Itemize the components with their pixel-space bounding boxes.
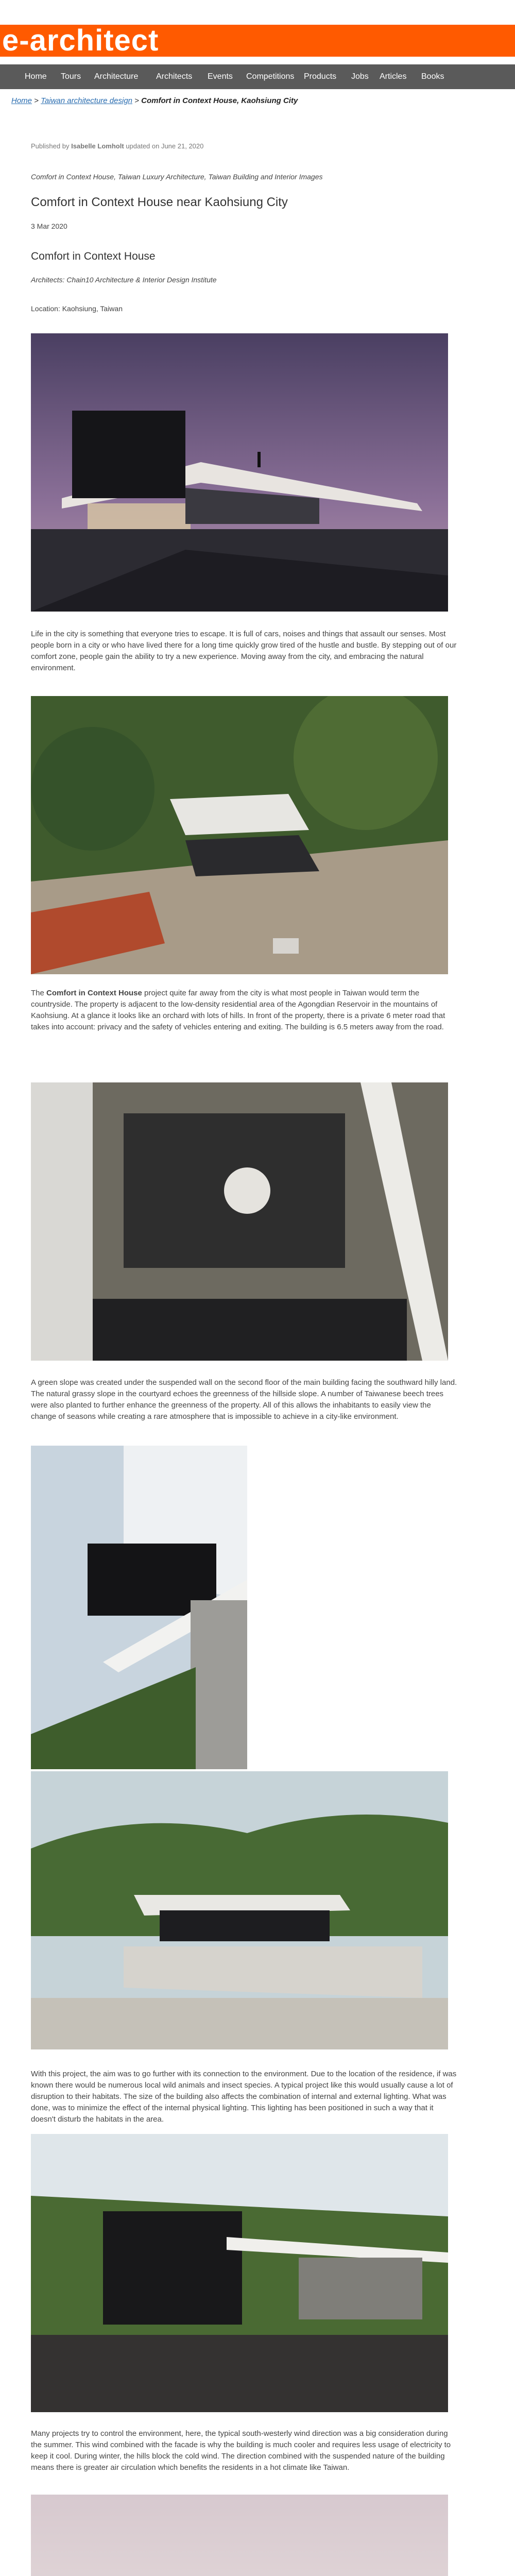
- breadcrumb-home[interactable]: Home: [11, 96, 32, 105]
- paragraph-2-body: project quite far away from the city is what most people in Taiwan would term the countryside. The property is adjacent to the low-density residential area of the Agongdian Reservoir in the mountains of Kaohsiung. At a glance it looks like an orchard with lots of hills. In front of the property, there is a private 6 meter road that takes into account: privacy and the safety of vehicles entering and exiting. The building is 6.5 meters away from the road.: [31, 989, 445, 1031]
- nav-products[interactable]: Products: [304, 72, 337, 81]
- aerial-photo: [31, 696, 448, 974]
- night-exterior-photo: [31, 2495, 448, 2576]
- front-elevation-photo: [31, 1771, 448, 2049]
- nav-architects[interactable]: Architects: [156, 72, 193, 81]
- paragraph-2-prefix: The: [31, 989, 47, 997]
- paragraph-4: With this project, the aim was to go further with its connection to the environment. Due to the location of the residence, if was known there would be numerous local wild animals and insect species. A typical project like this would usually cause a lot of disruption to their habitats. The size of the building also affects the combination of internal and external lighting. What was done, was to minimize the effect of the internal physical lighting. This lighting has been positioned in such a way that it doesn't disturb the habitats in the area.: [31, 2070, 457, 2124]
- updated-date: updated on June 21, 2020: [126, 142, 204, 150]
- paragraph-3: A green slope was created under the suspended wall on the second floor of the main building facing the southward hilly land. The natural grassy slope in the courtyard echoes the greenness of the hillside slope. A number of Taiwanese beech trees were also planted to further enhance the greenness of the property. All of this allows the inhabitants to easily view the change of seasons while creating a rare atmosphere that is impossible to achieve in a city-like environment.: [31, 1378, 457, 1421]
- nav-books[interactable]: Books: [421, 72, 444, 81]
- location-line: Location: Kaohsiung, Taiwan: [31, 304, 123, 313]
- house-dusk-photo: [31, 333, 448, 612]
- entrance-photo: [31, 2134, 448, 2412]
- paragraph-5: Many projects try to control the environment, here, the typical south-westerly wind direction was a big consideration during the summer. This wind combined with the facade is why the building is much cooler and requires less usage of electricity to keep it cool. During winter, the hills block the cold wind. The direction combined with the suspended nature of the building means there is greater air circulation which benefits the residents in a hot climate like Taiwan.: [31, 2429, 451, 2472]
- nav-tours[interactable]: Tours: [61, 72, 81, 81]
- page-title: Comfort in Context House near Kaohsiung City: [31, 195, 288, 209]
- paragraph-1: Life in the city is something that everyone tries to escape. It is full of cars, noises and things that assault our senses. Most people born in a city or who have lived there for a long time quickly grow tired of the hustle and bustle. By stepping out of our comfort zone, people gain the ability to try a new experience. Moving away from the city, and embracing the natural environment.: [31, 630, 457, 672]
- architects-line: Architects: Chain10 Architecture & Interior Design Institute: [31, 276, 217, 284]
- byline: [31, 142, 203, 150]
- nav-articles[interactable]: Articles: [380, 72, 407, 81]
- paragraph-2: [31, 988, 458, 1033]
- breadcrumb-separator: >: [32, 96, 41, 105]
- breadcrumb-separator: >: [132, 96, 142, 105]
- nav-jobs[interactable]: Jobs: [351, 72, 369, 81]
- breadcrumb-current: Comfort in Context House, Kaohsiung City: [141, 96, 298, 105]
- slope-detail-photo: [31, 1446, 247, 1769]
- breadcrumb-section[interactable]: Taiwan architecture design: [41, 96, 133, 105]
- nav-events[interactable]: Events: [208, 72, 233, 81]
- overhead-courtyard-photo: [31, 1082, 448, 1361]
- site-logo[interactable]: e-architect: [2, 24, 159, 57]
- nav-competitions[interactable]: Competitions: [246, 72, 295, 81]
- tag-list: Comfort in Context House, Taiwan Luxury Architecture, Taiwan Building and Interior Images: [31, 173, 323, 181]
- nav-home[interactable]: Home: [25, 72, 47, 81]
- section-heading: Comfort in Context House: [31, 250, 156, 262]
- main-nav: [0, 64, 515, 89]
- breadcrumb: [11, 96, 298, 105]
- project-name: Comfort in Context House: [46, 989, 142, 997]
- nav-architecture[interactable]: Architecture: [94, 72, 139, 81]
- author-link[interactable]: Isabelle Lomholt: [71, 142, 124, 150]
- post-date: 3 Mar 2020: [31, 222, 67, 230]
- byline-label: Published by: [31, 142, 70, 150]
- site-header: [0, 0, 515, 58]
